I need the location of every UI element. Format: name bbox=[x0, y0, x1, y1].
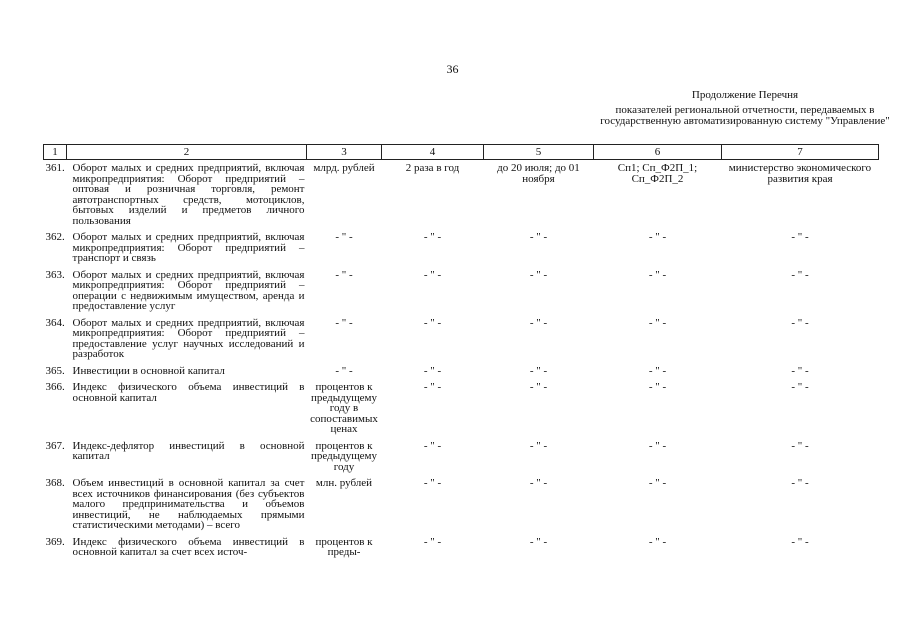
indicator-name: Индекс физического объема инвестиций в основной капитал за счет всех источ- bbox=[72, 535, 305, 558]
unit-of-measure: процентов к предыдущему году в сопоставимых ценах bbox=[310, 381, 378, 435]
reporting-form: - " - bbox=[648, 535, 667, 548]
responsible-body: - " - bbox=[791, 439, 809, 452]
reporting-form: - " - bbox=[648, 364, 667, 377]
table-row bbox=[44, 315, 879, 363]
responsible-body: - " - bbox=[791, 364, 809, 377]
table-row bbox=[44, 534, 879, 561]
unit-of-measure: - " - bbox=[335, 268, 353, 281]
unit-of-measure: - " - bbox=[335, 364, 353, 377]
reporting-form: - " - bbox=[648, 477, 667, 489]
continuation-subtitle: показателей региональной отчетности, передаваемых в государственную автоматизированную систему "Управление" bbox=[600, 104, 890, 127]
reporting-frequency: - " - bbox=[423, 477, 442, 489]
column-header: 6 bbox=[594, 145, 722, 160]
reporting-form: - " - bbox=[648, 316, 667, 329]
row-number: 367. bbox=[45, 439, 65, 452]
responsible-body: министерство экономического развития края bbox=[728, 162, 872, 185]
row-number: 363. bbox=[45, 268, 65, 281]
reporting-deadline: - " - bbox=[529, 231, 548, 243]
responsible-body: - " - bbox=[791, 231, 809, 243]
row-number: 369. bbox=[45, 535, 65, 548]
reporting-frequency: 2 раза в год bbox=[405, 162, 460, 174]
reporting-frequency: - " - bbox=[423, 364, 442, 377]
unit-of-measure: процентов к преды- bbox=[315, 535, 373, 558]
unit-of-measure: процентов к предыдущему году bbox=[310, 439, 378, 473]
reporting-frequency: - " - bbox=[423, 535, 442, 548]
column-header: 7 bbox=[722, 145, 879, 160]
responsible-body: - " - bbox=[791, 381, 809, 393]
column-header: 4 bbox=[382, 145, 484, 160]
reporting-deadline: - " - bbox=[529, 477, 548, 489]
column-header: 5 bbox=[484, 145, 594, 160]
responsible-body: - " - bbox=[791, 477, 809, 489]
responsible-body: - " - bbox=[791, 316, 809, 329]
indicators-table bbox=[43, 144, 879, 561]
table-row bbox=[44, 438, 879, 476]
reporting-form: - " - bbox=[648, 231, 667, 243]
reporting-form: - " - bbox=[648, 268, 667, 281]
reporting-frequency: - " - bbox=[423, 381, 442, 393]
row-number: 364. bbox=[45, 316, 65, 329]
reporting-form: Сп1; Сп_Ф2П_1; Сп_Ф2П_2 bbox=[617, 162, 698, 185]
responsible-body: - " - bbox=[791, 535, 809, 548]
column-header: 3 bbox=[307, 145, 382, 160]
reporting-deadline: - " - bbox=[529, 268, 548, 281]
indicator-name: Оборот малых и средних предприятий, включая микропредприятия: Оборот предприятий – операции с недвижимым имуществом, аренда и предоставление услуг bbox=[72, 268, 305, 312]
row-number: 365. bbox=[45, 364, 65, 377]
indicator-name: Объем инвестиций в основной капитал за счет всех источников финансирования (без субъектов малого предпринимательства и объемов инвестиций, не наблюдаемых прямыми статистическими методами) – всего bbox=[72, 477, 305, 531]
reporting-frequency: - " - bbox=[423, 439, 442, 452]
reporting-frequency: - " - bbox=[423, 316, 442, 329]
continuation-title: Продолжение Перечня bbox=[691, 89, 799, 101]
table-header-row bbox=[44, 145, 879, 160]
continuation-note bbox=[600, 90, 890, 127]
reporting-frequency: - " - bbox=[423, 231, 442, 243]
column-header: 1 bbox=[44, 145, 67, 160]
unit-of-measure: млрд. рублей bbox=[313, 162, 375, 174]
page-number: 36 bbox=[446, 62, 459, 76]
reporting-frequency: - " - bbox=[423, 268, 442, 281]
reporting-deadline: - " - bbox=[529, 535, 548, 548]
row-number: 368. bbox=[45, 477, 65, 489]
table-row bbox=[44, 475, 879, 534]
row-number: 361. bbox=[45, 162, 65, 174]
table-row bbox=[44, 160, 879, 230]
unit-of-measure: млн. рублей bbox=[315, 477, 373, 489]
indicator-name: Оборот малых и средних предприятий, включая микропредприятия: Оборот предприятий – оптовая и розничная торговля, ремонт автотранспортных средств, мотоциклов, бытовых изделий и предметов личного пользования bbox=[72, 162, 305, 227]
row-number: 362. bbox=[45, 231, 65, 243]
table-row bbox=[44, 229, 879, 267]
reporting-deadline: до 20 июля; до 01 ноября bbox=[497, 162, 580, 185]
column-header: 2 bbox=[67, 145, 307, 160]
row-number: 366. bbox=[45, 381, 65, 393]
reporting-form: - " - bbox=[648, 381, 667, 393]
reporting-deadline: - " - bbox=[529, 364, 548, 377]
indicator-name: Оборот малых и средних предприятий, включая микропредприятия: Оборот предприятий – предоставление услуг научных исследований и разработок bbox=[72, 316, 305, 360]
responsible-body: - " - bbox=[791, 268, 809, 281]
indicator-name: Оборот малых и средних предприятий, включая микропредприятия: Оборот предприятий – транспорт и связь bbox=[72, 231, 305, 264]
indicator-name: Индекс-дефлятор инвестиций в основной капитал bbox=[72, 439, 305, 462]
indicator-name: Инвестиции в основной капитал bbox=[72, 364, 225, 377]
reporting-deadline: - " - bbox=[529, 439, 548, 452]
indicator-name: Индекс физического объема инвестиций в основной капитал bbox=[72, 381, 305, 404]
reporting-deadline: - " - bbox=[529, 381, 548, 393]
reporting-deadline: - " - bbox=[529, 316, 548, 329]
unit-of-measure: - " - bbox=[335, 316, 353, 329]
table-row bbox=[44, 379, 879, 438]
unit-of-measure: - " - bbox=[335, 231, 353, 243]
table-row bbox=[44, 267, 879, 315]
table-row bbox=[44, 363, 879, 380]
reporting-form: - " - bbox=[648, 439, 667, 452]
